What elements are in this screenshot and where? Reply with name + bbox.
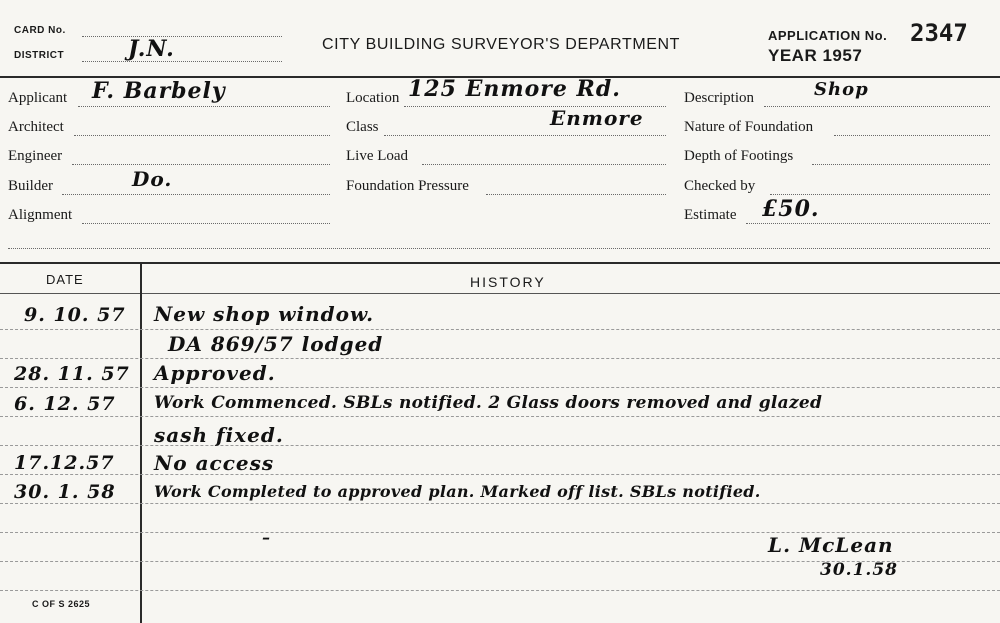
checked-line [770,194,990,195]
description-line [764,106,990,107]
date-column-header: DATE [46,272,84,287]
rule-line [0,590,1000,591]
district-label: DISTRICT [14,50,65,61]
architect-label: Architect [8,119,64,135]
applicant-line [78,106,330,107]
history-row-text: New shop window. [154,302,375,326]
rule-line [0,329,1000,330]
history-row-date: 6. 12. 57 [14,393,116,415]
card-no-label: CARD No. [14,25,66,36]
application-label: APPLICATION No. [768,28,888,43]
depth-line [812,164,990,165]
history-row-text: Work Commenced. SBLs notified. 2 Glass doors removed and glazed [154,393,823,413]
header-underline [0,293,1000,294]
alignment-label: Alignment [8,207,73,223]
builder-line [62,194,330,195]
foundation-pressure-label: Foundation Pressure [346,178,469,194]
extra-dotted-line [8,248,990,249]
foundation-pressure-line [486,194,666,195]
estimate-line [746,223,990,224]
rule-line [0,503,1000,504]
rule-line [0,474,1000,475]
applicant-value: F. Barbely [92,78,226,104]
description-value: Shop [814,79,869,100]
history-row-text: Approved. [154,361,276,385]
alignment-line [82,223,330,224]
estimate-value: £50. [762,196,820,222]
rule-line [0,358,1000,359]
architect-line [74,135,330,136]
builder-value: Do. [132,167,173,191]
description-label: Description [684,90,754,106]
history-top-rule [0,262,1000,264]
history-row-date: 17.12.57 [14,452,115,474]
live-load-label: Live Load [346,148,409,164]
builder-label: Builder [8,178,53,194]
history-column-header: HISTORY [470,274,546,290]
form-code: C OF S 2625 [32,599,91,609]
history-row-text: DA 869/57 lodged [168,332,384,356]
engineer-label: Engineer [8,148,63,164]
rule-line [0,387,1000,388]
checked-by-label: Checked by [684,178,756,194]
live-load-line [422,164,666,165]
class-label: Class [346,119,379,135]
card-no-line [82,36,282,37]
rule-line [0,445,1000,446]
class-line [384,135,666,136]
class-value: Enmore [550,106,644,130]
history-row-text: sash fixed. [154,423,284,447]
rule-line [0,416,1000,417]
applicant-label: Applicant [8,90,68,106]
history-row-date: 9. 10. 57 [24,304,126,326]
estimate-label: Estimate [684,207,737,223]
year-label: YEAR 1957 [768,46,863,65]
date-divider [140,264,142,623]
history-row-date: 30. 1. 58 [14,481,116,503]
location-label: Location [346,90,400,106]
signature-date: 30.1.58 [820,560,898,580]
application-number: 2347 [910,19,968,47]
signature: L. McLean [768,533,894,557]
district-line [82,61,282,62]
location-value: 125 Enmore Rd. [408,76,621,102]
nature-line [834,135,990,136]
district-value: J.N. [128,36,175,62]
history-row-date: 28. 11. 57 [14,363,130,385]
nature-of-foundation-label: Nature of Foundation [684,119,814,135]
department-title: CITY BUILDING SURVEYOR'S DEPARTMENT [322,36,681,53]
history-row-text: Work Completed to approved plan. Marked off list. SBLs notified. [154,482,761,501]
depth-of-footings-label: Depth of Footings [684,148,794,164]
engineer-line [72,164,330,165]
stray-mark: – [262,528,271,547]
history-row-text: No access [154,451,275,475]
